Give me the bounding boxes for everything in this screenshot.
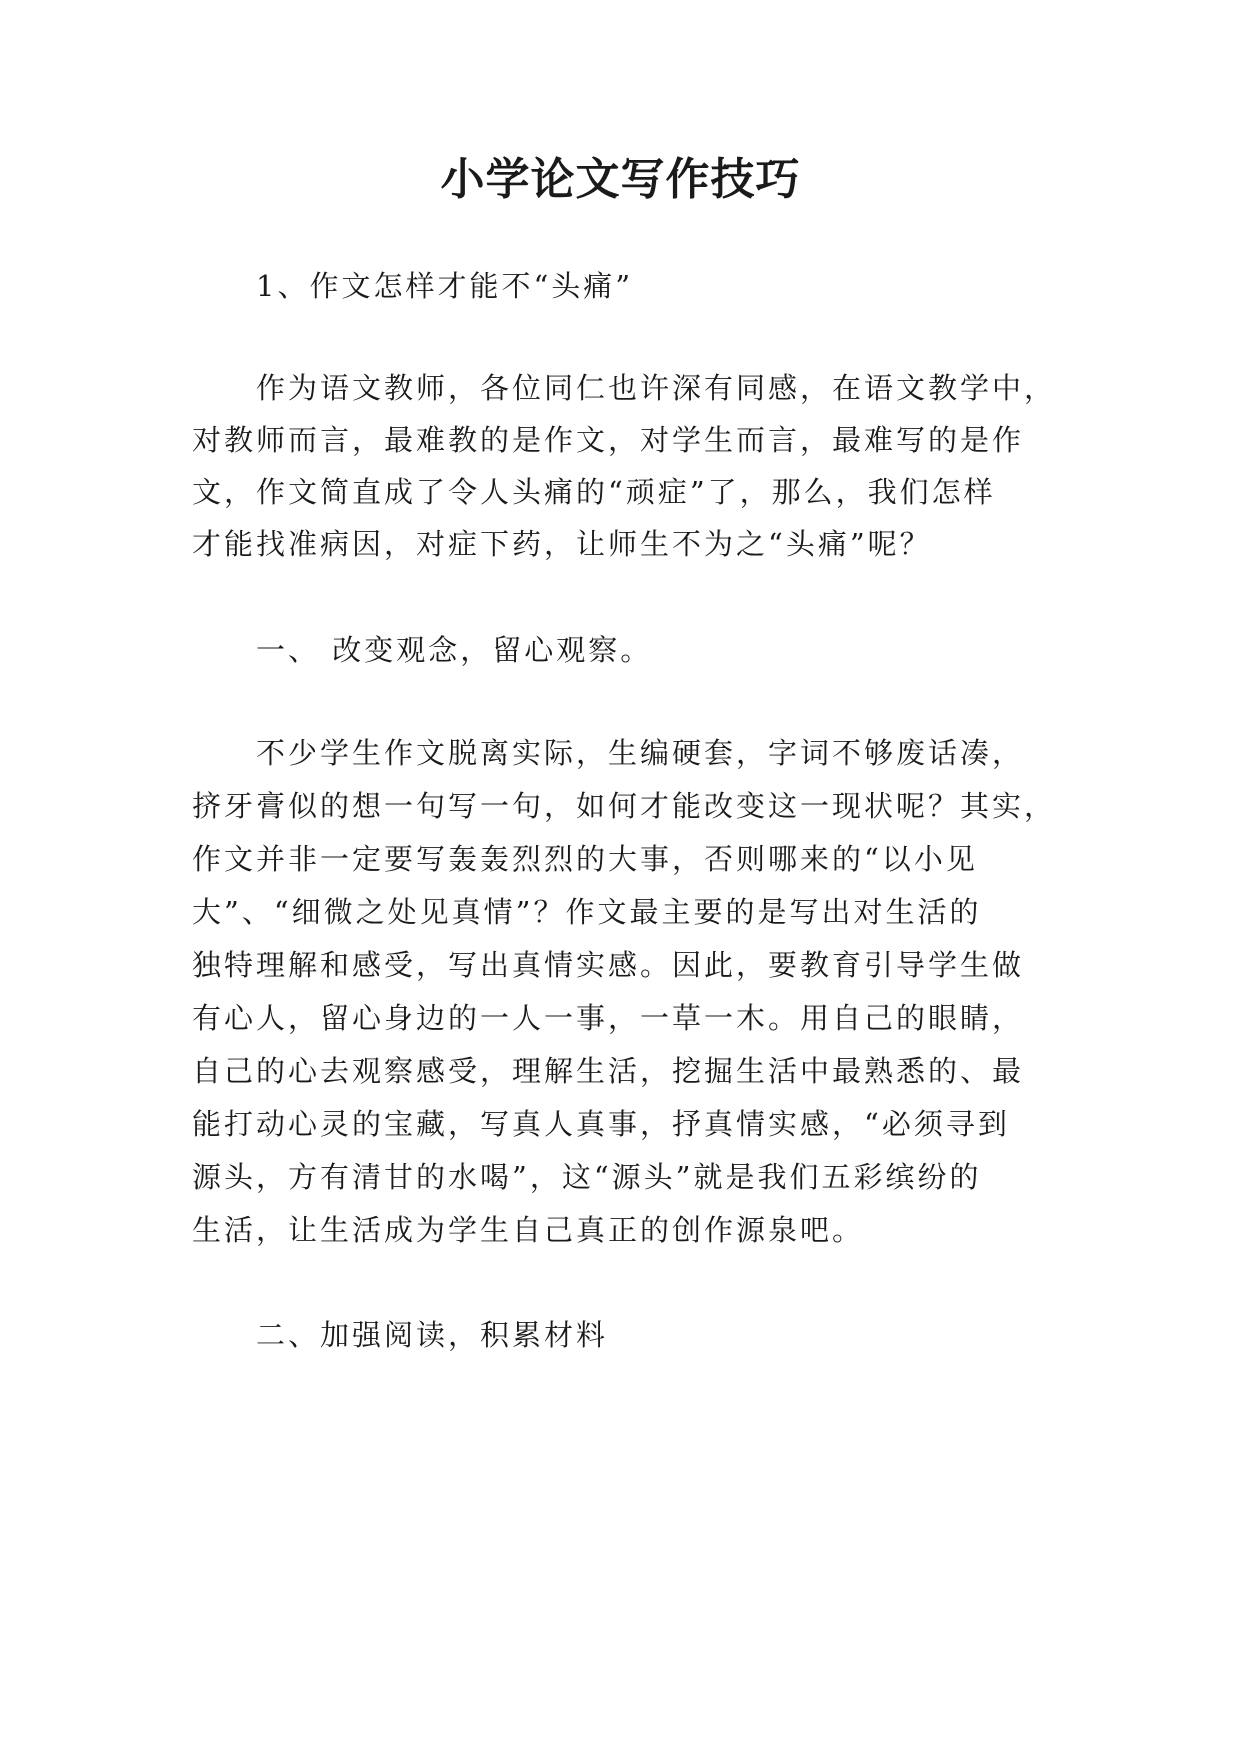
- paragraph-2-line-2: 挤牙膏似的想一句写一句，如何才能改变这一现状呢？其实，: [192, 789, 1057, 823]
- paragraph-2-line-4: 大”、“细微之处见真情”？作文最主要的是写出对生活的: [192, 895, 982, 929]
- paragraph-2-line-1: 不少学生作文脱离实际，生编硬套，字词不够废话凑，: [256, 736, 1025, 770]
- paragraph-1-line-4: 才能找准病因，对症下药，让师生不为之“头痛”呢？: [192, 527, 932, 561]
- section-heading-2: 一、 改变观念，留心观察。: [256, 633, 653, 667]
- document-title: 小学论文写作技巧: [440, 154, 801, 205]
- paragraph-2-line-5: 独特理解和感受，写出真情实感。因此，要教育引导学生做: [192, 948, 1025, 982]
- paragraph-2-line-9: 源头，方有清甘的水喝”，这“源头”就是我们五彩缤纷的: [192, 1160, 982, 1194]
- paragraph-2-line-8: 能打动心灵的宝藏，写真人真事，抒真情实感，“必须寻到: [192, 1107, 1010, 1141]
- paragraph-2-line-7: 自己的心去观察感受，理解生活，挖掘生活中最熟悉的、最: [192, 1054, 1025, 1088]
- paragraph-2-line-6: 有心人，留心身边的一人一事，一草一木。用自己的眼睛，: [192, 1001, 1025, 1035]
- section-heading-1: 1、作文怎样才能不“头痛”: [256, 269, 634, 303]
- paragraph-1-line-3: 文，作文简直成了令人头痛的“顽症”了，那么，我们怎样: [192, 475, 996, 509]
- paragraph-2-line-3: 作文并非一定要写轰轰烈烈的大事，否则哪来的“以小见: [192, 842, 978, 876]
- paragraph-1-line-1: 作为语文教师，各位同仁也许深有同感，在语文教学中，: [256, 371, 1057, 405]
- section-heading-3: 二、加强阅读，积累材料: [256, 1318, 609, 1352]
- paragraph-2-line-10: 生活，让生活成为学生自己真正的创作源泉吧。: [192, 1213, 865, 1247]
- paragraph-1-line-2: 对教师而言，最难教的是作文，对学生而言，最难写的是作: [192, 423, 1025, 457]
